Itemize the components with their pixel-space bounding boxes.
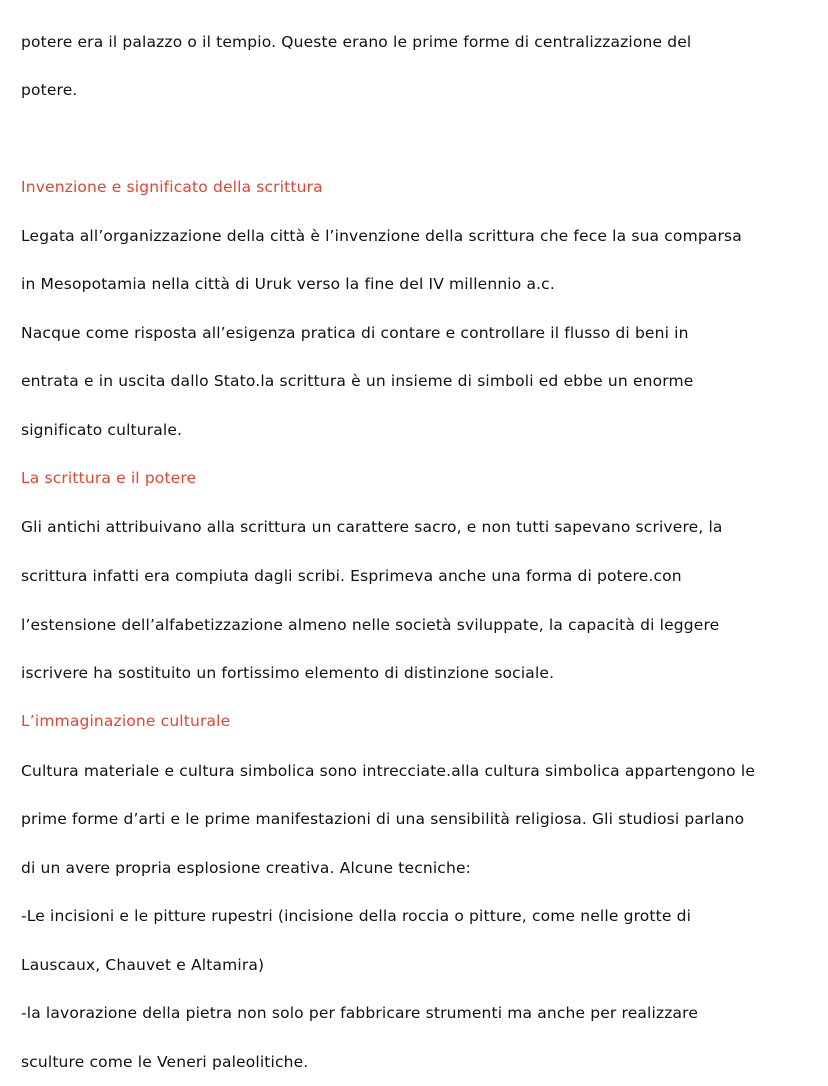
body-text-line: l’estensione dell’alfabetizzazione almeno nelle società sviluppate, la capacità di leggere <box>21 616 720 634</box>
body-text-line: Legata all’organizzazione della città è l’invenzione della scrittura che fece la sua comparsa <box>21 227 742 245</box>
body-text-line: Lauscaux, Chauvet e Altamira) <box>21 956 265 974</box>
body-text-line: Nacque come risposta all’esigenza pratica di contare e controllare il flusso di beni in <box>21 324 689 342</box>
body-text-line: prime forme d’arti e le prime manifestazioni di una sensibilità religiosa. Gli studiosi parlano <box>21 810 745 828</box>
body-text-line: Gli antichi attribuivano alla scrittura un carattere sacro, e non tutti sapevano scrivere, la <box>21 518 723 536</box>
section-heading-cultural-imagination: L’immaginazione culturale <box>21 712 231 730</box>
body-text-line: potere era il palazzo o il tempio. Queste erano le prime forme di centralizzazione del <box>21 33 692 51</box>
body-text-line: sculture come le Veneri paleolitiche. <box>21 1053 309 1071</box>
body-text-line: potere. <box>21 81 78 99</box>
section-heading-writing-power: La scrittura e il potere <box>21 469 197 487</box>
body-text-line: -Le incisioni e le pitture rupestri (incisione della roccia o pitture, come nelle grotte di <box>21 907 692 925</box>
body-text-line: entrata e in uscita dallo Stato.la scrittura è un insieme di simboli ed ebbe un enorme <box>21 372 694 390</box>
body-text-line: significato culturale. <box>21 421 183 439</box>
body-text-line: Cultura materiale e cultura simbolica sono intrecciate.alla cultura simbolica appartengono le <box>21 762 756 780</box>
section-heading-writing-invention: Invenzione e significato della scrittura <box>21 178 323 196</box>
body-text-line: in Mesopotamia nella città di Uruk verso la fine del IV millennio a.c. <box>21 275 555 293</box>
body-text-line: iscrivere ha sostituito un fortissimo elemento di distinzione sociale. <box>21 664 555 682</box>
body-text-line: di un avere propria esplosione creativa. Alcune tecniche: <box>21 859 471 877</box>
body-text-line: -la lavorazione della pietra non solo per fabbricare strumenti ma anche per realizzare <box>21 1004 699 1022</box>
body-text-line: scrittura infatti era compiuta dagli scribi. Esprimeva anche una forma di potere.con <box>21 567 682 585</box>
